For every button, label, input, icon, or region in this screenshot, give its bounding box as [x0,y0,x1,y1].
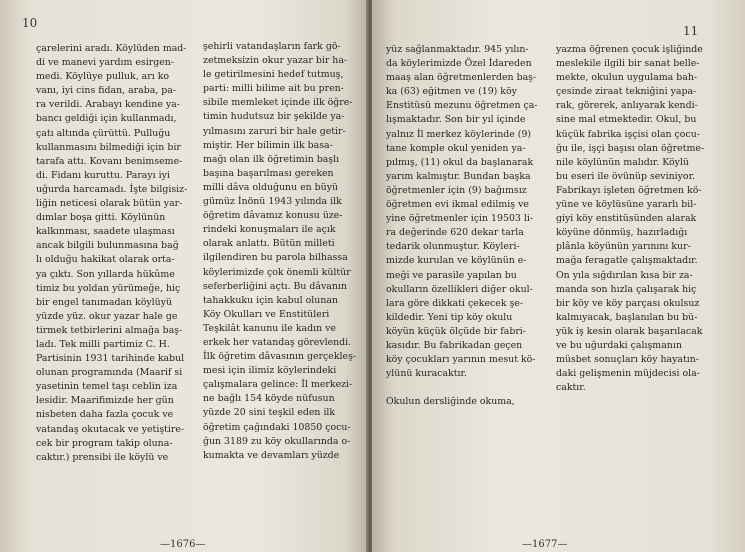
text-line: lışmaktadır. Son bir yıl içinde [386,114,526,126]
left-column-2 [203,40,356,463]
text-line: yalnız İl merkez köylerinde (9) [386,128,532,140]
text-line: mağı olan ilk öğretimin başlı [203,153,340,165]
text-line: pılmış, (11) okul da başlanarak [386,156,534,168]
text-line [386,381,537,395]
left-page [0,0,368,552]
text-line: liğin neticesi olarak bütün yar- [36,198,183,210]
text-line: kasıdır. Bu fabrikadan geçen [386,339,523,351]
text-line: timiz bu yoldan yürümeğe, hiç [36,282,181,294]
text-line: mizde kurulan ve köylünün e- [386,255,527,267]
text-line: öğretmen evi ikmal edilmiş ve [386,199,529,211]
text-line: miştir. Her bilimin ilk basa- [203,139,333,151]
text-line: di ve manevi yardım esirgen- [36,57,174,69]
text-line: köyüne dönmüş, hazırladığı [556,227,688,239]
text-line: milli dâva olduğunu en büyü [203,181,339,193]
text-line: bir köy ve köy parçası okulsuz [556,297,700,309]
text-line: caktır. [556,382,586,394]
text-line: müsbet sonuçları köy hayatın- [556,354,699,366]
text-line: zetmeksizin okur yazar bir ha- [203,55,348,67]
text-line: tahakkuku için kabul olunan [203,294,338,306]
text-line: Köy Okulları ve Enstitüleri [203,308,330,320]
text-line: ve bu uğurdaki çalışmanın [556,339,682,351]
text-line: köyün küçük ölçüde bir fabri- [386,325,526,337]
text-line: yazma öğrenen çocuk işliğinde [556,44,703,55]
text-line: vanı, iyi cins fidan, araba, pa- [36,85,177,97]
text-line: öğretmenler için (9) bağımsız [386,184,527,196]
text-line: bancı geldiği için kullanmadı, [36,113,177,125]
text-line: Okulun dersliğinde okuma, [386,396,515,408]
text-line: medi. Köylüye pulluk, arı ko [36,71,170,83]
text-line: şehirli vatandaşların fark gö- [203,41,341,52]
right-page [372,0,745,552]
text-line: giyi köy enstitüsünden alarak [556,213,697,225]
text-line: küçük fabrika işçisi olan çocu- [556,128,700,140]
text-line: başına başarılması gereken [203,167,334,179]
page-footer-right: —1677— [522,539,568,550]
text-line: ğun 3189 zu köy okullarında o- [203,435,351,447]
text-line: ilgilendiren bu parola bilhassa [203,252,348,264]
text-line: ka (63) eğitmen ve (19) köy [386,86,517,98]
text-line: köylerimizde çok önemli kültür [203,266,351,278]
text-line: da köylerimizde Özel İdareden [386,58,532,70]
text-line: daki gelişmenin müjdecisi ola- [556,368,700,380]
text-line: timin hudutsuz bir şekilde ya- [203,111,345,123]
right-column-1 [386,43,537,409]
text-line: yarım kalmıştır. Bundan başka [386,170,531,182]
left-column-1 [36,42,187,465]
text-line: sine mal etmektedir. Okul, bu [556,114,697,126]
text-line: mekte, okulun uygulama bah- [556,72,698,84]
text-line: ra değerinde 620 dekar tarla [386,227,524,239]
text-line: manda son hızla çalışarak hiç [556,283,697,295]
text-line: bir engel tanımadan köylüyü [36,296,173,308]
right-column-2 [556,43,704,395]
text-line: lı olduğu hakikat olarak orta- [36,254,175,266]
text-line: uğurda harcamadı. İşte bilgisiz- [36,183,188,195]
text-line: olunan programında (Maarif si [36,367,183,379]
text-line: ylünü kuracaktır. [386,368,467,380]
text-line: yüne ve köylüsüne yararlı bil- [556,199,697,211]
text-line: cek bir program takip oluna- [36,437,173,449]
text-line: yasetinin temel taşı ceblin iza [36,381,178,393]
page-number-right: 11 [683,24,699,38]
text-line: tedarik olunmuştur. Köyleri- [386,241,520,253]
text-line: maaş alan öğretmenlerden baş- [386,72,537,84]
text-line: vatandaş okutacak ve yetiştire- [36,423,185,435]
text-line: yılmasını zaruri bir hale getir- [203,125,346,137]
text-line: lara göre dikkati çekecek şe- [386,297,524,309]
text-line: tane komple okul yeniden ya- [386,142,526,154]
page-number-left: 10 [22,16,38,30]
text-line: kildedir. Yeni tip köy okulu [386,311,513,323]
text-line: parti: milli bilime ait bu pren- [203,83,344,95]
text-line: meslekile ilgili bir sanat belle- [556,58,700,70]
text-line: çalışmalara gelince: İl merkezi- [203,379,353,391]
text-line: ra verildi. Arabayı kendine ya- [36,99,180,111]
text-line: erkek her vatandaş görevlendi. [203,336,352,348]
text-line: öğretim dâvamız konusu üze- [203,210,343,222]
text-line: ya çıktı. Son yıllarda hükûme [36,268,175,280]
text-line: dımlar boşa gitti. Köylünün [36,212,166,224]
text-line: caktır.) prensibi ile köylü ve [36,451,169,463]
text-line: le getirilmesini hedef tutmuş, [203,69,344,81]
text-line: nisbeten daha fazla çocuk ve [36,409,174,421]
text-line: köy çocukları yarının mesut kö- [386,354,536,366]
text-line: okulların özellikleri diğer okul- [386,283,533,295]
text-line: kumakta ve devamları yüzde [203,449,340,461]
text-line: kalmıyacak, başlanılan bu bü- [556,311,698,323]
text-line: seferberliğini açtı. Bu dâvanın [203,280,347,292]
text-line: lesidir. Maarifimizde her gün [36,395,174,407]
text-line: plânla köyünün yarınını kur- [556,241,691,253]
text-line: yine öğretmenler için 19503 li- [386,213,534,225]
text-line: Partisinin 1931 tarihinde kabul [36,353,185,365]
text-line: gümüz İnönü 1943 yılında ilk [203,196,342,208]
text-line: On yıla sığdırılan kısa bir za- [556,269,693,281]
text-line: kalkınması, saadete ulaşması [36,226,175,238]
text-line: meği ve parasile yapılan bu [386,269,517,281]
text-line: ancak bilgili bulunmasına bağ [36,240,179,252]
text-line: mesi için ilimiz köylerindeki [203,365,337,377]
text-line: ğu ile, işçi başısı olan öğretme- [556,142,705,154]
text-line: kullanmasını bilmediği için bir [36,141,181,153]
text-line: di. Fidanı kuruttu. Parayı iyi [36,169,170,181]
text-line: tirmek tetbirlerini almağa baş- [36,324,183,336]
text-line: mağa feragatle çalışmaktadır. [556,255,698,267]
text-line: tarafa attı. Kovanı benimseme- [36,155,183,167]
text-line: nile köylünün malıdır. Köylü [556,156,689,168]
text-line: bu eseri ile övünüp seviniyor. [556,170,696,182]
text-line: çatı altında çürüttü. Pulluğu [36,127,171,139]
text-line: yüz sağlanmaktadır. 945 yılın- [386,44,529,55]
text-line: sibile memleket içinde ilk öğre- [203,97,353,109]
text-line: rak, görerek, anlıyarak kendi- [556,100,698,112]
text-line: olarak anlattı. Bütün milleti [203,238,335,250]
text-line: ladı. Tek milli partimiz C. H. [36,338,170,350]
text-line: yük iş kesin olarak başarılacak [556,325,703,337]
text-line: ne bağlı 154 köyde nüfusun [203,393,335,405]
text-line: çarelerini aradı. Köylüden mad- [36,43,187,54]
text-line: çesinde ziraat tekniğini yapa- [556,86,697,98]
text-line: yüzde yüz. okur yazar hale ge [36,310,178,322]
text-line: yüzde 20 sini teşkil eden ilk [203,407,336,419]
text-line: Fabrikayı işleten öğretmen kö- [556,184,702,196]
page-footer-left: —1676— [160,539,206,550]
text-line: Enstitüsü mezunu öğretmen ça- [386,100,538,112]
text-line: İlk öğretim dâvasının gerçekleş- [203,351,357,363]
text-line: Teşkilât kanunu ile kadın ve [203,322,336,334]
text-line: rindeki konuşmaları ile açık [203,224,336,236]
text-line: öğretim çağındaki 10850 çocu- [203,421,351,433]
